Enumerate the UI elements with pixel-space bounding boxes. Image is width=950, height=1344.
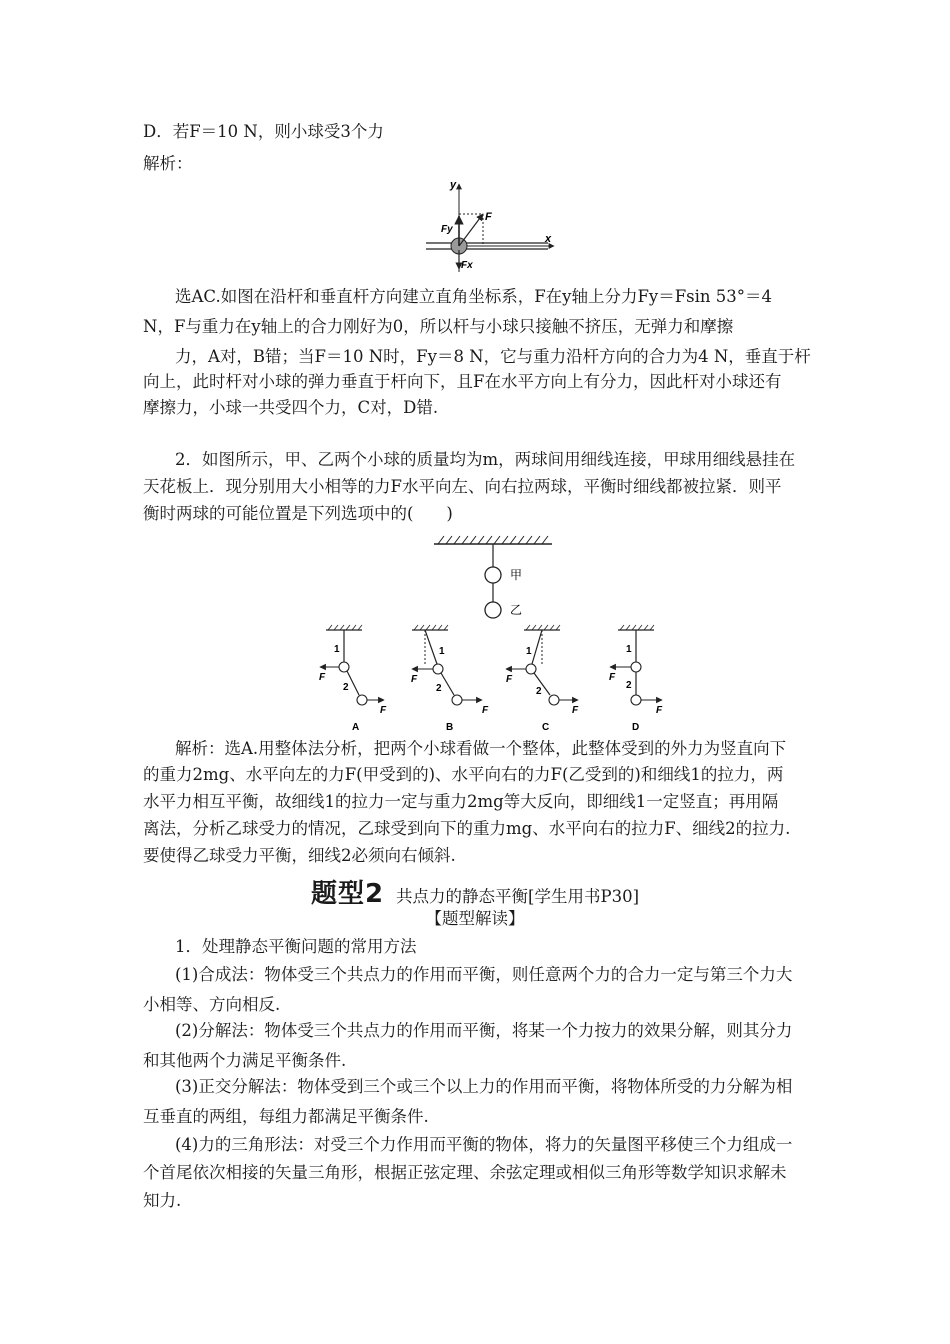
analysis-2-line-5: 要使得乙球受力平衡，细线2必须向右倾斜.	[143, 846, 456, 865]
options-figure	[310, 624, 730, 736]
label-x: x	[545, 233, 552, 245]
analysis-2-line-4: 离法，分析乙球受力的情况，乙球受到向下的重力mg、水平向右的拉力F、细线2的拉力.	[143, 819, 791, 838]
svg-text:2: 2	[343, 682, 349, 693]
ball-jia	[485, 567, 501, 583]
method-1-line-1: (1)合成法：物体受三个共点力的作用而平衡，则任意两个力的合力一定与第三个力大	[175, 965, 793, 984]
method-heading: 1．处理静态平衡问题的常用方法	[175, 937, 417, 956]
analysis-line-1: 选AC.如图在沿杆和垂直杆方向建立直角坐标系，F在y轴上分力Fy＝Fsin 53°＝4	[175, 287, 773, 306]
force-f-arrow	[459, 214, 483, 246]
coordinate-figure	[420, 176, 560, 280]
method-3-line-2: 互垂直的两组，每组力都满足平衡条件.	[143, 1107, 429, 1126]
analysis-line-4: 向上，此时杆对小球的弹力垂直于杆向下，且F在水平方向上有分力，因此杆对小球还有	[143, 372, 782, 391]
two-balls-figure	[430, 530, 560, 630]
svg-text:1: 1	[334, 644, 340, 655]
method-2-line-1: (2)分解法：物体受三个共点力的作用而平衡，将某一个力按力的效果分解，则其分力	[175, 1021, 793, 1040]
section-title: 共点力的静态平衡[学生用书P30]	[396, 887, 640, 906]
method-2-line-2: 和其他两个力满足平衡条件.	[143, 1051, 347, 1070]
svg-text:1: 1	[626, 644, 632, 655]
svg-text:F: F	[411, 674, 418, 685]
svg-text:A: A	[352, 722, 360, 733]
svg-text:2: 2	[626, 680, 632, 691]
label-f: F	[485, 211, 492, 223]
svg-text:F: F	[656, 705, 663, 716]
analysis-line-2: N，F与重力在y轴上的合力刚好为0，所以杆与小球只接触不挤压，无弹力和摩擦	[143, 317, 734, 336]
svg-text:B: B	[446, 722, 454, 733]
method-4-line-3: 知力.	[143, 1191, 182, 1210]
option-d-diagram	[609, 625, 663, 733]
method-4-line-2: 个首尾依次相接的矢量三角形，根据正弦定理、余弦定理或相似三角形等数学知识求解未	[143, 1163, 787, 1182]
label-fy: Fy	[441, 224, 453, 235]
analysis-line-3: 力，A对，B错；当F＝10 N时，Fy＝8 N，它与重力沿杆方向的合力为4 N，垂直于杆	[175, 347, 811, 366]
svg-text:F: F	[380, 705, 387, 716]
svg-text:F: F	[609, 672, 616, 683]
analysis-line-5: 摩擦力，小球一共受四个力，C对，D错.	[143, 398, 439, 417]
analysis-label: 解析：	[143, 154, 193, 173]
svg-text:F: F	[482, 705, 489, 716]
label-y: y	[450, 179, 457, 191]
section-number: 题型2	[310, 879, 385, 909]
analysis-2-line-3: 水平力相互平衡，故细线1的拉力一定与重力2mg等大反向，即细线1一定竖直；再用隔	[143, 792, 779, 811]
option-d-text: D．若F＝10 N，则小球受3个力	[143, 122, 384, 141]
svg-text:D: D	[632, 722, 640, 733]
label-yi: 乙	[510, 603, 523, 617]
option-c-diagram	[506, 625, 579, 733]
question-2-line-3: 衡时两球的可能位置是下列选项中的( )	[143, 504, 453, 523]
question-2-line-1: 2．如图所示，甲、乙两个小球的质量均为m，两球间用细线连接，甲球用细线悬挂在	[175, 450, 796, 469]
svg-text:C: C	[542, 722, 550, 733]
method-4-line-1: (4)力的三角形法：对受三个力作用而平衡的物体，将力的矢量图平移使三个力组成一	[175, 1135, 793, 1154]
label-fx: Fx	[461, 260, 473, 271]
question-2-line-2: 天花板上．现分别用大小相等的力F水平向左、向右拉两球，平衡时细线都被拉紧．则平	[143, 477, 782, 496]
analysis-2-line-1: 解析：选A.用整体法分析，把两个小球看做一个整体，此整体受到的外力为竖直向下	[175, 739, 787, 758]
option-a-diagram	[319, 625, 387, 733]
option-b-diagram	[411, 625, 489, 733]
svg-text:2: 2	[536, 686, 542, 697]
label-jia: 甲	[510, 568, 523, 582]
method-3-line-1: (3)正交分解法：物体受到三个或三个以上力的作用而平衡，将物体所受的力分解为相	[175, 1077, 793, 1096]
analysis-2-line-2: 的重力2mg、水平向左的力F(甲受到的)、水平向右的力F(乙受到的)和细线1的拉力，两	[143, 765, 784, 784]
svg-text:2: 2	[436, 683, 442, 694]
ball-yi	[485, 602, 501, 618]
svg-text:1: 1	[526, 646, 532, 657]
svg-text:F: F	[319, 672, 326, 683]
svg-text:1: 1	[439, 646, 445, 657]
subheading-interpretation: 【题型解读】	[425, 909, 525, 928]
svg-text:F: F	[572, 705, 579, 716]
ceiling-hatch	[438, 536, 548, 544]
method-1-line-2: 小相等、方向相反.	[143, 995, 281, 1014]
svg-text:F: F	[506, 674, 513, 685]
section-heading	[0, 873, 950, 910]
